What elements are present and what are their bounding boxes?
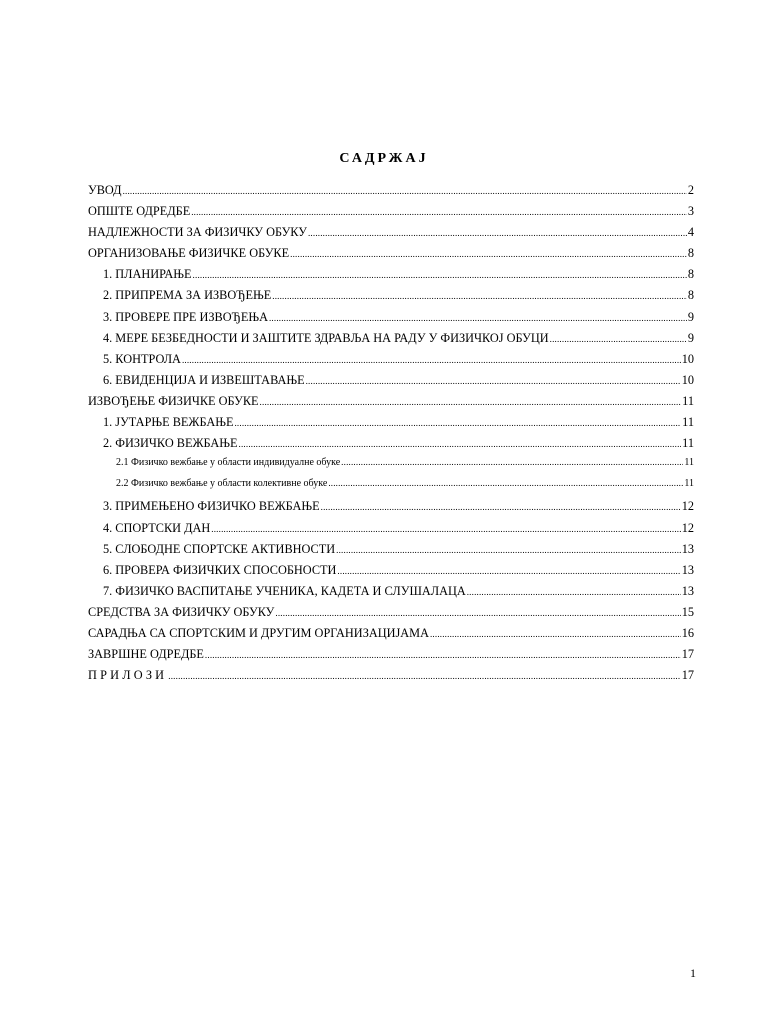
toc-entry-label: СРЕДСТВА ЗА ФИЗИЧКУ ОБУКУ <box>88 604 275 619</box>
toc-entry-page: 8 <box>687 267 694 282</box>
toc-entry-page: 17 <box>681 647 694 662</box>
toc-entry[interactable] <box>88 626 694 647</box>
toc-entry[interactable] <box>88 521 694 542</box>
toc-entry-label: ПРИЛОЗИ <box>88 668 168 683</box>
toc-entry[interactable] <box>88 373 694 394</box>
toc-entry-page: 11 <box>682 415 694 430</box>
toc-entry-label: ЗАВРШНЕ ОДРЕДБЕ <box>88 647 204 662</box>
toc-entry-label: 6. ПРОВЕРА ФИЗИЧКИХ СПОСОБНОСТИ <box>103 562 337 577</box>
toc-entry[interactable] <box>88 478 694 499</box>
toc-entry-label: 2. ПРИПРЕМА ЗА ИЗВОЂЕЊЕ <box>103 288 272 303</box>
toc-dot-leader <box>550 334 687 344</box>
toc-dot-leader <box>467 587 681 597</box>
toc-entry-page: 2 <box>687 183 694 197</box>
toc-entry[interactable] <box>88 563 694 584</box>
toc-entry-label: 2.2 Физичко вежбање у области колективне обуке <box>116 478 328 490</box>
toc-entry-page: 10 <box>681 372 694 387</box>
toc-entry-label: 3. ПРИМЕЊЕНО ФИЗИЧКО ВЕЖБАЊЕ <box>103 499 320 514</box>
toc-entry-page: 4 <box>687 225 694 240</box>
toc-entry[interactable] <box>88 225 694 246</box>
toc-entry-label: 5. СЛОБОДНЕ СПОРТСКЕ АКТИВНОСТИ <box>103 541 336 556</box>
toc-dot-leader <box>193 270 687 280</box>
toc-entry-page: 13 <box>681 562 694 577</box>
toc-entry[interactable] <box>88 394 694 415</box>
toc-dot-leader <box>430 629 681 639</box>
toc-entry-page: 10 <box>681 351 694 366</box>
toc-entry[interactable] <box>88 605 694 626</box>
toc-entry-label: 6. ЕВИДЕНЦИЈА И ИЗВЕШТАВАЊЕ <box>103 372 305 387</box>
toc-dot-leader <box>336 545 681 555</box>
toc-entry[interactable] <box>88 352 694 373</box>
toc-dot-leader <box>272 291 687 301</box>
toc-entry[interactable] <box>88 267 694 288</box>
toc-entry-label: ОПШТЕ ОДРЕДБЕ <box>88 204 191 219</box>
toc-entry[interactable] <box>88 246 694 267</box>
toc-entry-page: 9 <box>687 330 694 345</box>
page-number: 1 <box>690 966 696 980</box>
toc-dot-leader <box>290 249 687 259</box>
toc-entry-label: ОРГАНИЗОВАЊЕ ФИЗИЧКЕ ОБУКЕ <box>88 246 290 261</box>
toc-entry[interactable] <box>88 647 694 668</box>
toc-dot-leader <box>123 186 687 196</box>
toc-entry-page: 11 <box>682 436 694 451</box>
toc-entry[interactable] <box>88 436 694 457</box>
toc-dot-leader <box>239 439 682 449</box>
toc-entry-label: 4. СПОРТСКИ ДАН <box>103 520 211 535</box>
toc-entry-page: 17 <box>681 668 694 683</box>
toc-dot-leader <box>328 478 683 488</box>
toc-entry-page: 3 <box>687 204 694 219</box>
toc-dot-leader <box>234 418 681 428</box>
toc-dot-leader <box>321 502 681 512</box>
toc-dot-leader <box>260 397 682 407</box>
toc-dot-leader <box>341 457 683 467</box>
toc-entry[interactable] <box>88 331 694 352</box>
toc-dot-leader <box>191 207 687 217</box>
toc-entry-label: 2.1 Физичко вежбање у области индивидуалне обуке <box>116 457 341 469</box>
toc-entry-page: 9 <box>687 309 694 324</box>
table-of-contents <box>88 183 694 689</box>
toc-entry-label: 1. ЈУТАРЊЕ ВЕЖБАЊЕ <box>103 415 234 430</box>
toc-dot-leader <box>269 313 687 323</box>
toc-entry-label: 2. ФИЗИЧКО ВЕЖБАЊЕ <box>103 436 238 451</box>
toc-entry-label: ИЗВОЂЕЊЕ ФИЗИЧКЕ ОБУКЕ <box>88 393 259 408</box>
page-title: САДРЖАЈ <box>339 151 429 166</box>
toc-entry[interactable] <box>88 457 694 478</box>
toc-entry-page: 15 <box>681 604 694 619</box>
toc-entry[interactable] <box>88 668 694 689</box>
toc-entry[interactable] <box>88 204 694 225</box>
toc-dot-leader <box>308 228 687 238</box>
toc-entry-label: 3. ПРОВЕРЕ ПРЕ ИЗВОЂЕЊА <box>103 309 268 324</box>
toc-entry-label: УВОД <box>88 183 122 197</box>
toc-entry-page: 13 <box>681 541 694 556</box>
toc-entry-page: 8 <box>687 288 694 303</box>
toc-entry-label: 5. КОНТРОЛА <box>103 351 181 366</box>
toc-dot-leader <box>275 608 680 618</box>
toc-entry[interactable] <box>88 183 694 204</box>
toc-entry-page: 16 <box>681 625 694 640</box>
toc-entry-page: 12 <box>681 499 694 514</box>
toc-entry-page: 11 <box>684 478 694 490</box>
toc-dot-leader <box>205 650 681 660</box>
toc-entry-page: 8 <box>687 246 694 261</box>
toc-entry-page: 12 <box>681 520 694 535</box>
toc-dot-leader <box>168 671 680 681</box>
toc-entry-label: 7. ФИЗИЧКО ВАСПИТАЊЕ УЧЕНИКА, КАДЕТА И СЛУШАЛАЦА <box>103 583 466 598</box>
toc-dot-leader <box>337 566 680 576</box>
toc-dot-leader <box>182 355 681 365</box>
toc-entry-page: 13 <box>681 583 694 598</box>
toc-entry[interactable] <box>88 288 694 309</box>
toc-entry-label: 1. ПЛАНИРАЊЕ <box>103 267 192 282</box>
toc-dot-leader <box>211 524 680 534</box>
toc-entry-label: НАДЛЕЖНОСТИ ЗА ФИЗИЧКУ ОБУКУ <box>88 225 307 240</box>
toc-dot-leader <box>306 376 681 386</box>
toc-entry-label: 4. МЕРЕ БЕЗБЕДНОСТИ И ЗАШТИТЕ ЗДРАВЉА НА РАДУ У ФИЗИЧКОЈ ОБУЦИ <box>103 330 549 345</box>
toc-entry[interactable] <box>88 499 694 520</box>
toc-entry-label: САРАДЊА СА СПОРТСКИМ И ДРУГИМ ОРГАНИЗАЦИЈАМА <box>88 625 429 640</box>
toc-entry[interactable] <box>88 415 694 436</box>
toc-entry-page: 11 <box>682 393 694 408</box>
toc-entry[interactable] <box>88 310 694 331</box>
toc-entry-page: 11 <box>684 457 694 469</box>
toc-entry[interactable] <box>88 542 694 563</box>
toc-entry[interactable] <box>88 584 694 605</box>
